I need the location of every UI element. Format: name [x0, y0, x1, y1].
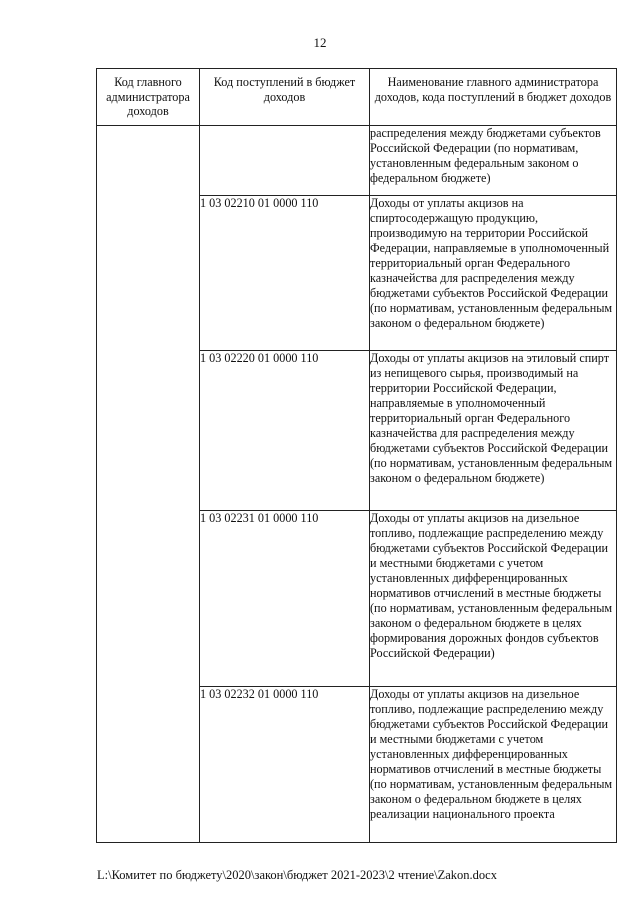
document-file-path: L:\Комитет по бюджету\2020\закон\бюджет 2021-2023\2 чтение\Zakon.docx	[97, 868, 497, 882]
revenue-code-cell	[200, 125, 370, 195]
header-name: Наименование главного администратора доходов, кода поступлений в бюджет доходов	[370, 69, 617, 126]
page-number: 12	[313, 35, 327, 50]
revenue-code-cell: 1 03 02220 01 0000 110	[200, 350, 370, 510]
revenue-name-cell: Доходы от уплаты акцизов на спиртосодержащую продукцию, производимую на территории Российской Федерации, направляемые в уполномоченный территориальный орган Федерального казначейства для распределения между бюджетами субъектов Российской Федерации (по нормативам, установленным федеральным законом о федеральном бюджете)	[370, 195, 617, 350]
revenue-name-cell: Доходы от уплаты акцизов на этиловый спирт из непищевого сырья, производимый на территории Российской Федерации, направляемые в уполномоченный территориальный орган Федерального казначейства для распределения между бюджетами субъектов Российской Федерации (по нормативам, установленным федеральным законом о федеральном бюджете)	[370, 350, 617, 510]
header-admin-code: Код главного администратора доходов	[97, 69, 200, 126]
revenue-name-cell: распределения между бюджетами субъектов Российской Федерации (по нормативам, установленным федеральным законом о федеральном бюджете)	[370, 125, 617, 195]
table-row	[97, 125, 617, 195]
revenue-codes-table	[96, 68, 617, 843]
revenue-name-cell: Доходы от уплаты акцизов на дизельное топливо, подлежащие распределению между бюджетами субъектов Российской Федерации и местными бюджетами с учетом установленных дифференцированных нормативов отчислений в местные бюджеты (по нормативам, установленным федеральным законом о федеральном бюджете в целях формирования дорожных фондов субъектов Российской Федерации)	[370, 510, 617, 686]
header-revenue-code: Код поступлений в бюджет доходов	[200, 69, 370, 126]
revenue-code-cell: 1 03 02232 01 0000 110	[200, 686, 370, 842]
revenue-name-cell: Доходы от уплаты акцизов на дизельное топливо, подлежащие распределению между бюджетами субъектов Российской Федерации и местными бюджетами с учетом установленных дифференцированных нормативов отчислений в местные бюджеты (по нормативам, установленным федеральным законом о федеральном бюджете в целях реализации национального проекта	[370, 686, 617, 842]
table-header-row	[97, 69, 617, 126]
admin-code-cell	[97, 125, 200, 842]
revenue-code-cell: 1 03 02210 01 0000 110	[200, 195, 370, 350]
revenue-code-cell: 1 03 02231 01 0000 110	[200, 510, 370, 686]
